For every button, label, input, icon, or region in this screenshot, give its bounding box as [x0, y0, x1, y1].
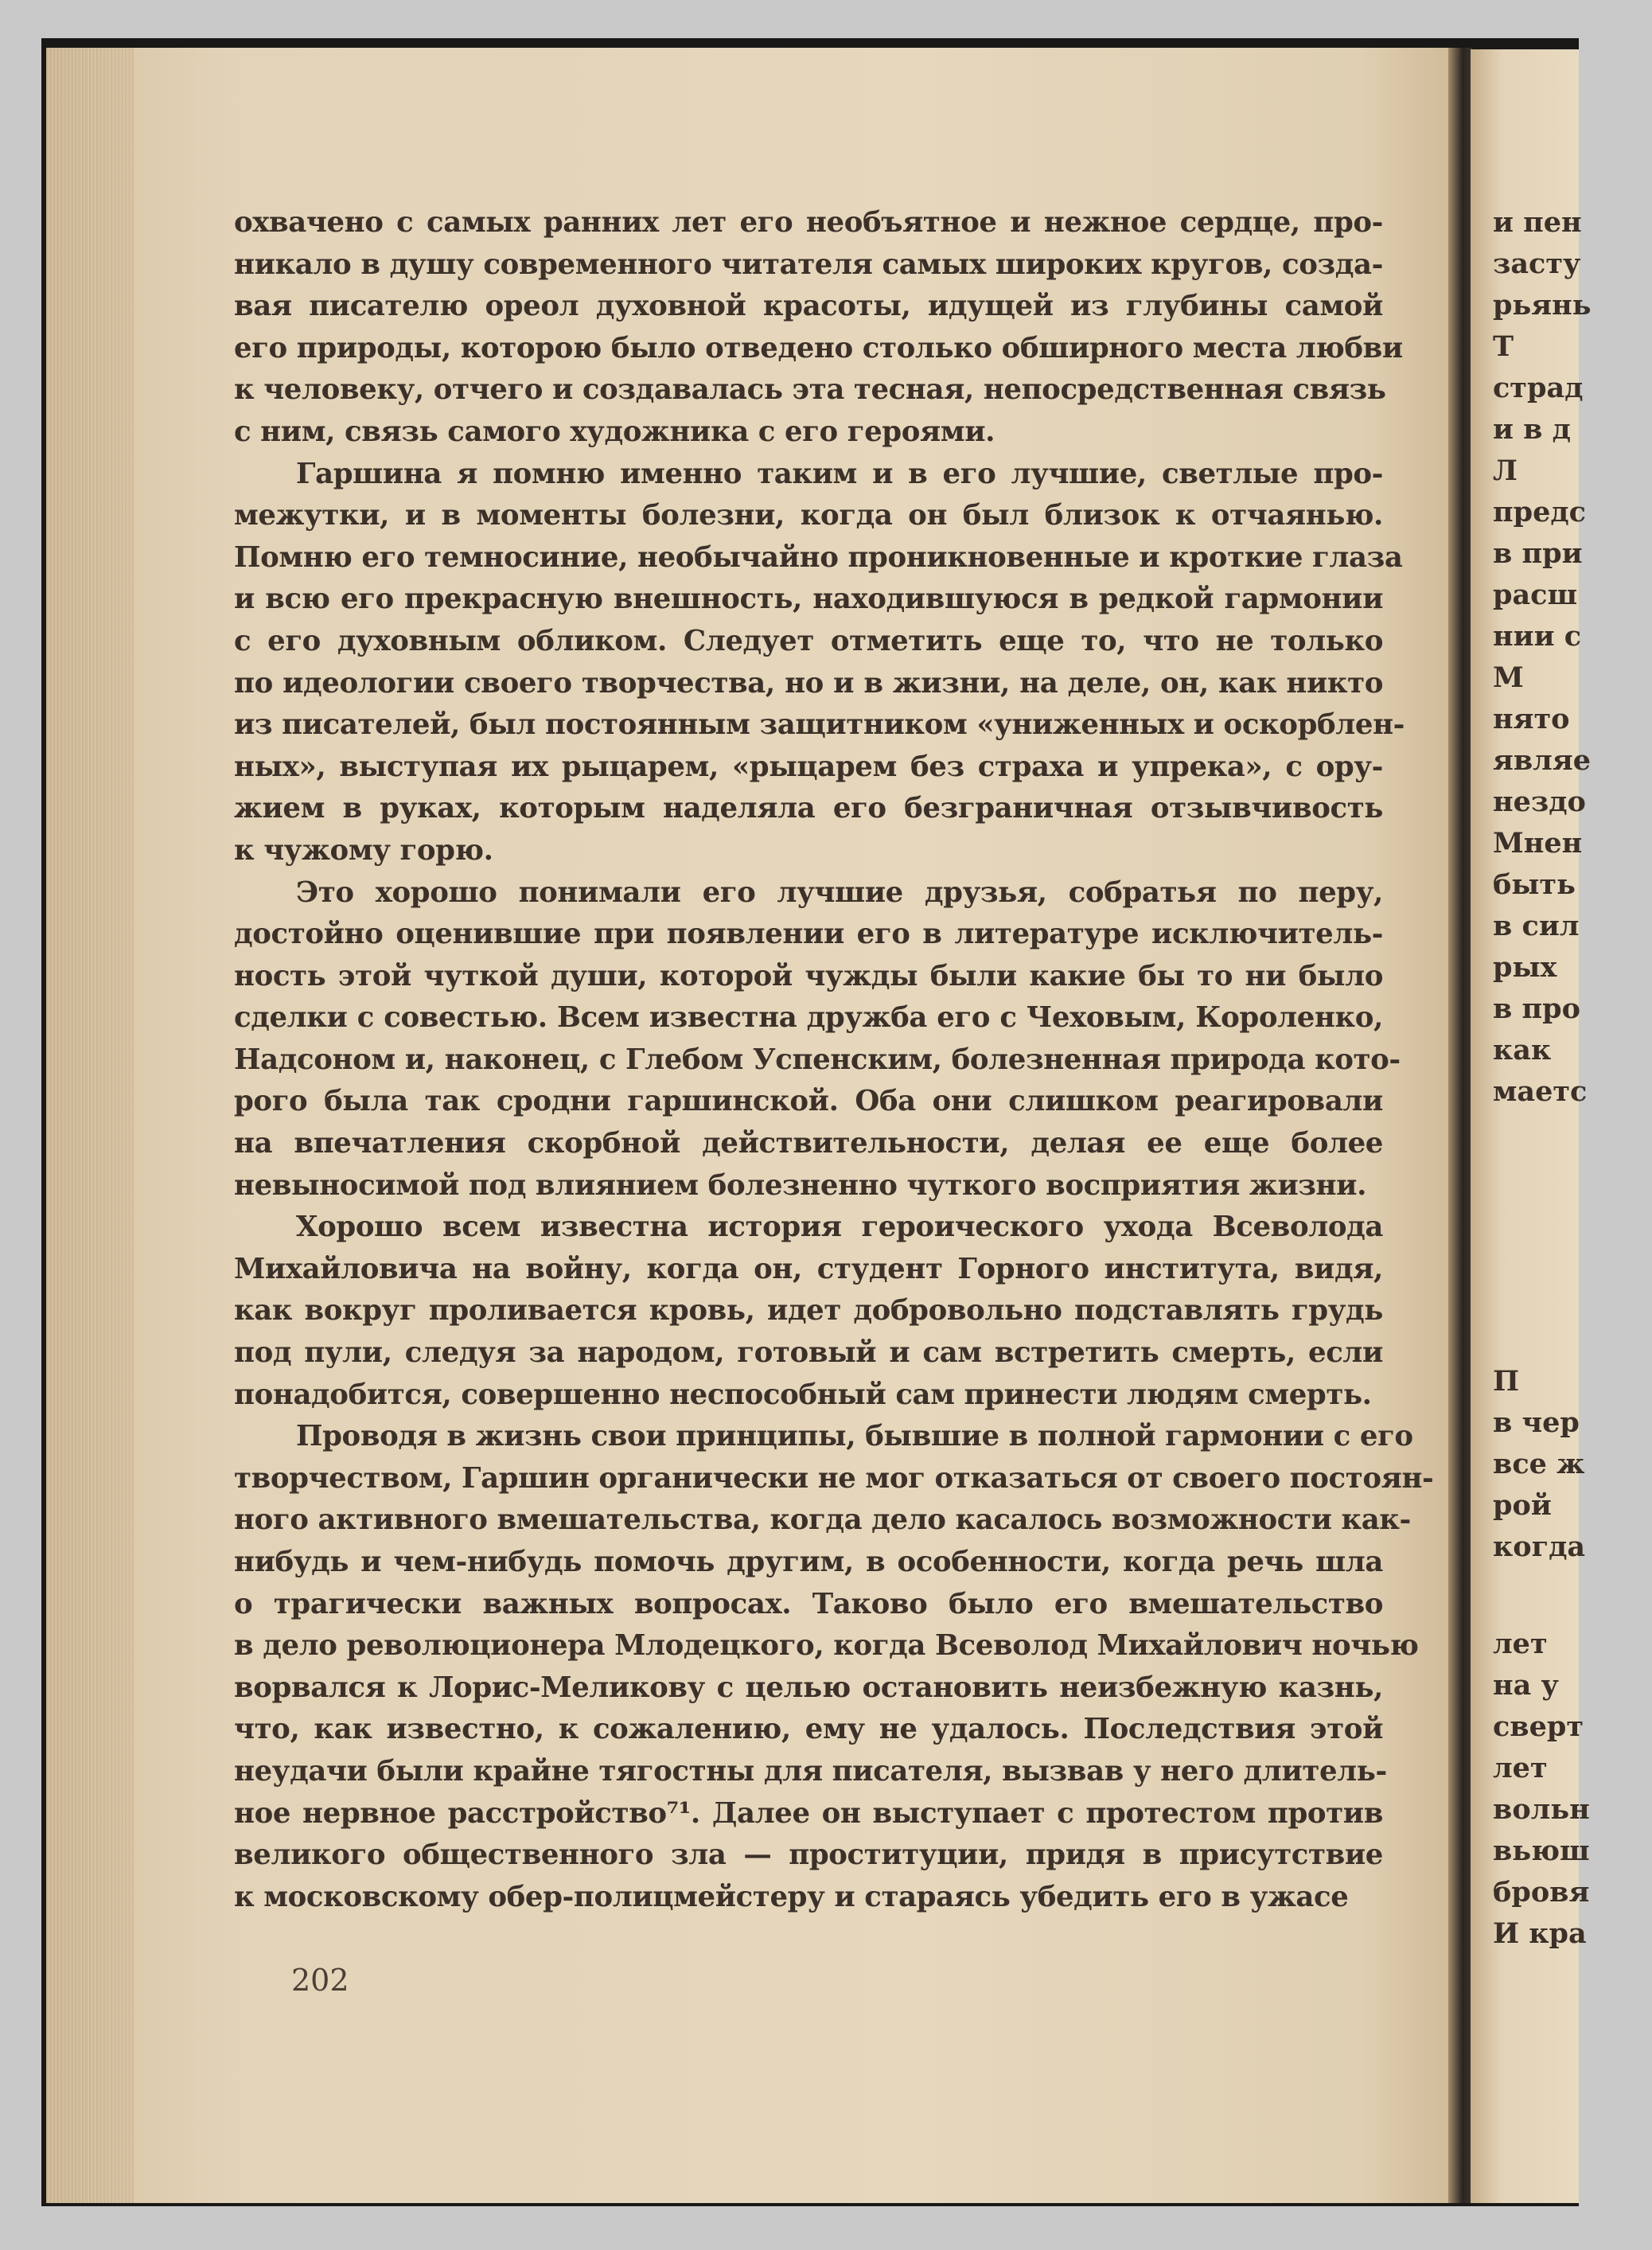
text-line: Помню его темносиние, необычайно проникновенные и кроткие глаза [234, 540, 1403, 574]
text-line: Хорошо всем известна история героического ухода Всеволода [296, 1211, 1383, 1244]
text-line: великого общественного зла — проституции, придя в присутствие [234, 1839, 1383, 1872]
right-page-fragment: в про [1493, 992, 1580, 1025]
right-page-fragment: нято [1493, 703, 1570, 735]
right-page-fragment: нездо [1493, 786, 1586, 818]
text-line: неудачи были крайне тягостны для писателя, вызвав у него длитель- [234, 1754, 1387, 1788]
text-line: Михайловича на войну, когда он, студент Горного института, видя, [234, 1252, 1383, 1285]
right-page-fragment: лет [1493, 1752, 1548, 1784]
right-page-fragment: Мнен [1493, 827, 1583, 860]
right-page-fragment: являе [1493, 744, 1591, 777]
text-line: ных», выступая их рыцарем, «рыцарем без страха и упрека», с ору- [234, 750, 1383, 783]
text-line: жием в руках, которым наделяла его безграничная отзывчивость [234, 792, 1383, 825]
right-page-fragment: и пен [1493, 206, 1582, 239]
text-line: Надсоном и, наконец, с Глебом Успенским, болезненная природа кото- [234, 1043, 1401, 1076]
text-line: с ним, связь самого художника с его героями. [234, 415, 995, 448]
text-line: из писателей, был постоянным защитником «униженных и оскорблен- [234, 708, 1405, 742]
right-page-fragment: на у [1493, 1669, 1559, 1702]
text-line: по идеологии своего творчества, но и в жизни, на деле, он, как никто [234, 666, 1383, 700]
right-page-fragment: Т [1493, 330, 1514, 363]
right-page-fragment: М [1493, 661, 1524, 694]
right-page-fragment: как [1493, 1034, 1552, 1067]
right-page-fragment: И кра [1493, 1917, 1587, 1950]
text-line: к московскому обер-полицмейстеру и стараясь убедить его в ужасе [234, 1880, 1349, 1913]
text-line: невыносимой под влиянием болезненно чуткого восприятия жизни. [234, 1168, 1367, 1202]
text-line: Гаршина я помню именно таким и в его лучшие, светлые про- [296, 457, 1383, 490]
text-line: с его духовным обликом. Следует отметить еще то, что не только [234, 624, 1383, 657]
right-page-fragment: Л [1493, 454, 1518, 487]
paragraph [234, 872, 1401, 1207]
book-gutter [1448, 48, 1472, 2203]
right-page-fragment: расш [1493, 579, 1578, 611]
right-page-fragment: вьюш [1493, 1835, 1590, 1867]
text-line: Это хорошо понимали его лучшие друзья, собратья по перу, [296, 875, 1383, 909]
paragraph [234, 1416, 1434, 1918]
page-edges [46, 48, 134, 2203]
right-page-fragment: в чер [1493, 1406, 1580, 1439]
text-line: творчеством, Гаршин органически не мог отказаться от своего постоян- [234, 1461, 1434, 1495]
text-line: ного активного вмешательства, когда дело касалось возможности как- [234, 1503, 1411, 1537]
text-line: Проводя в жизнь свои принципы, бывшие в полной гармонии с его [296, 1420, 1413, 1453]
right-page-fragment: засту [1493, 248, 1581, 280]
text-line: на впечатления скорбной действительности, делая ее еще более [234, 1127, 1383, 1160]
right-page-fragment: рьянь [1493, 289, 1592, 322]
text-line: что, как известно, к сожалению, ему не удалось. Последствия этой [234, 1713, 1383, 1746]
text-line: в дело революционера Млодецкого, когда Всеволод Михайлович ночью [234, 1629, 1419, 1663]
bottom-margin [41, 2206, 1579, 2250]
text-line: никало в душу современного читателя самых широких кругов, созда- [234, 248, 1383, 281]
right-page [1471, 49, 1592, 2203]
text-line: достойно оценившие при появлении его в литературе исключитель- [234, 918, 1383, 951]
text-line: нибудь и чем-нибудь помочь другим, в особенности, когда речь шла [234, 1546, 1383, 1578]
text-line: к человеку, отчего и создавалась эта тесная, непосредственная связь [234, 373, 1386, 407]
right-page-fragment: в при [1493, 537, 1583, 570]
right-page-fragment: и в д [1493, 413, 1571, 446]
right-page-fragment: бровя [1493, 1876, 1590, 1909]
text-line: его природы, которою было отведено столько обширного места любви [234, 331, 1403, 365]
text-line: вая писателю ореол духовной красоты, идущей из глубины самой [234, 290, 1383, 323]
text-line: ное нервное расстройство⁷¹. Далее он выступает с протестом против [234, 1796, 1383, 1830]
text-line: о трагически важных вопросах. Таково было его вмешательство [234, 1587, 1383, 1620]
page-number: 202 [291, 1963, 349, 1998]
right-page-fragment: сверт [1493, 1710, 1584, 1743]
paragraph [234, 1207, 1383, 1416]
text-line: сделки с совестью. Всем известна дружба его с Чеховым, Короленко, [234, 1001, 1383, 1035]
right-page-fragment: рой [1493, 1489, 1552, 1522]
text-line: и всю его прекрасную внешность, находившуюся в редкой гармонии [234, 583, 1383, 616]
text-line: ворвался к Лорис-Меликову с целью остановить неизбежную казнь, [234, 1671, 1383, 1704]
text-line: как вокруг проливается кровь, идет добровольно подставлять грудь [234, 1294, 1383, 1328]
text-line: понадобится, совершенно неспособный сам принести людям смерть. [234, 1378, 1372, 1411]
right-page-fragment: страд [1493, 372, 1584, 404]
right-page-fragment: нии с [1493, 620, 1582, 653]
right-page-fragment: предс [1493, 496, 1586, 528]
text-line: к чужому горю. [234, 833, 493, 867]
text-line: межутки, и в моменты болезни, когда он был близок к отчаянью. [234, 499, 1383, 532]
right-page-fragment: П [1493, 1365, 1520, 1398]
text-line: рого была так сродни гаршинской. Оба они слишком реагировали [234, 1085, 1383, 1118]
body-text [234, 202, 1434, 1918]
right-page-fragment: быть [1493, 868, 1576, 901]
paragraph [234, 202, 1403, 454]
right-page-fragment: в сил [1493, 910, 1580, 942]
right-page-fragment: лет [1493, 1628, 1548, 1660]
right-page-fragment: все ж [1493, 1448, 1585, 1480]
right-page-fragment: маетс [1493, 1075, 1588, 1108]
paragraph [234, 454, 1405, 872]
text-line: охвачено с самых ранних лет его необъятное и нежное сердце, про- [234, 206, 1383, 239]
right-page-fragment: вольн [1493, 1793, 1590, 1826]
text-line: ность этой чуткой души, которой чужды были какие бы то ни было [234, 959, 1383, 992]
right-page-fragment: когда [1493, 1531, 1586, 1563]
text-line: под пули, следуя за народом, готовый и сам встретить смерть, если [234, 1336, 1383, 1370]
right-page-fragment: рых [1493, 951, 1557, 984]
